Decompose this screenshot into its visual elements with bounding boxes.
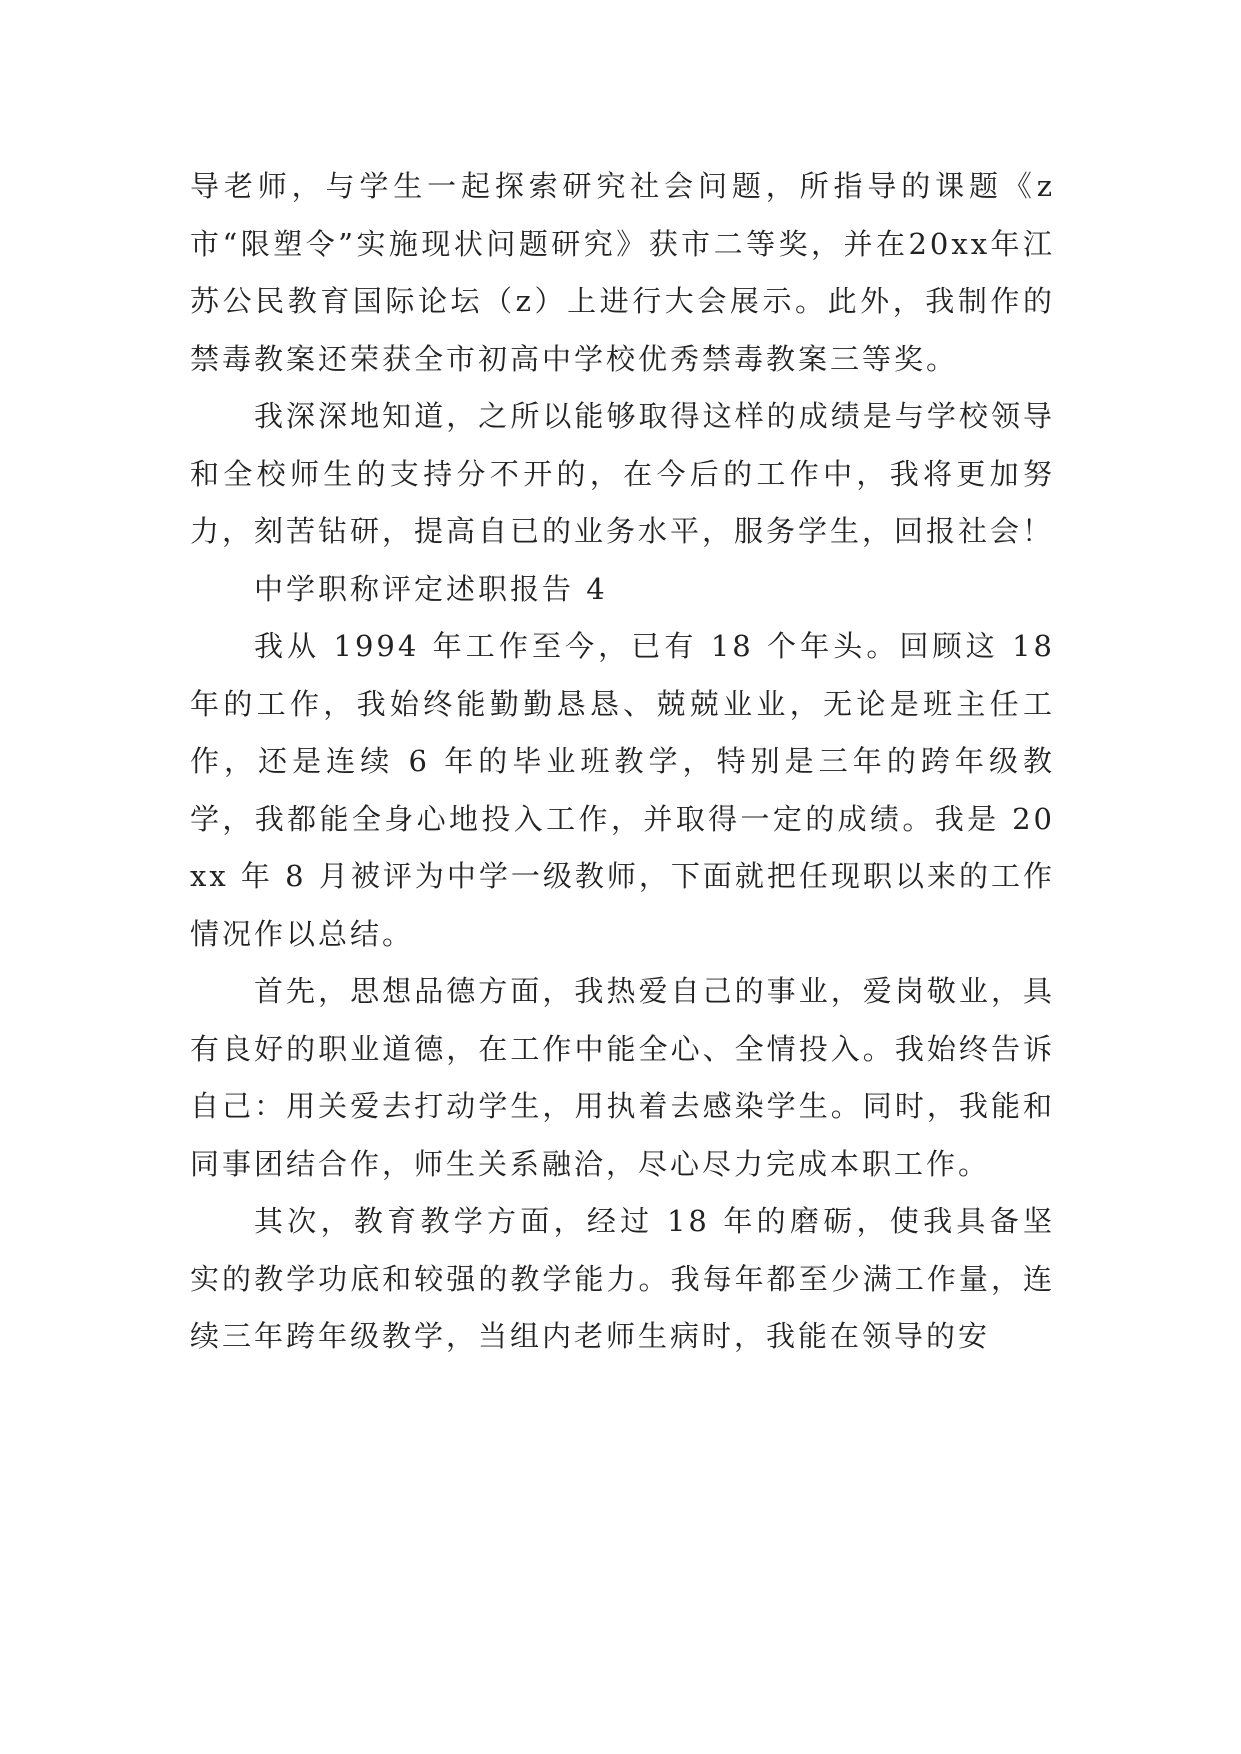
paragraph-career-overview: 我从 1994 年工作至今，已有 18 个年头。回顾这 18 年的工作，我始终能勤勤恳恳、兢兢业业，无论是班主任工作，还是连续 6 年的毕业班教学，特别是三年的跨年级教学，我都能全身心地投入工作，并取得一定的成绩。我是 20xx 年 8 月被评为中学一级教师，下面就把任现职以来的工作情况作以总结。 <box>190 629 1055 951</box>
document-body <box>190 158 1055 1366</box>
paragraph-gratitude: 我深深地知道，之所以能够取得这样的成绩是与学校领导和全校师生的支持分不开的，在今后的工作中，我将更加努力，刻苦钻研，提高自已的业务水平，服务学生，回报社会！ <box>190 399 1055 548</box>
paragraph-teaching: 其次，教育教学方面，经过 18 年的磨砺，使我具备坚实的教学功底和较强的教学能力。我每年都至少满工作量，连续三年跨年级教学，当组内老师生病时，我能在领导的安 <box>190 1204 1055 1353</box>
paragraph-moral-character: 首先，思想品德方面，我热爱自己的事业，爱岗敬业，具有良好的职业道德，在工作中能全心、全情投入。我始终告诉自己：用关爱去打动学生，用执着去感染学生。同时，我能和同事团结合作，师生关系融洽，尽心尽力完成本职工作。 <box>190 974 1055 1181</box>
section-heading: 中学职称评定述职报告 4 <box>254 571 608 606</box>
paragraph-award-results: 导老师，与学生一起探索研究社会问题，所指导的课题《z市“限塑令”实施现状问题研究》获市二等奖，并在20xx年江苏公民教育国际论坛（z）上进行大会展示。此外，我制作的禁毒教案还荣获全市初高中学校优秀禁毒教案三等奖。 <box>190 169 1055 376</box>
